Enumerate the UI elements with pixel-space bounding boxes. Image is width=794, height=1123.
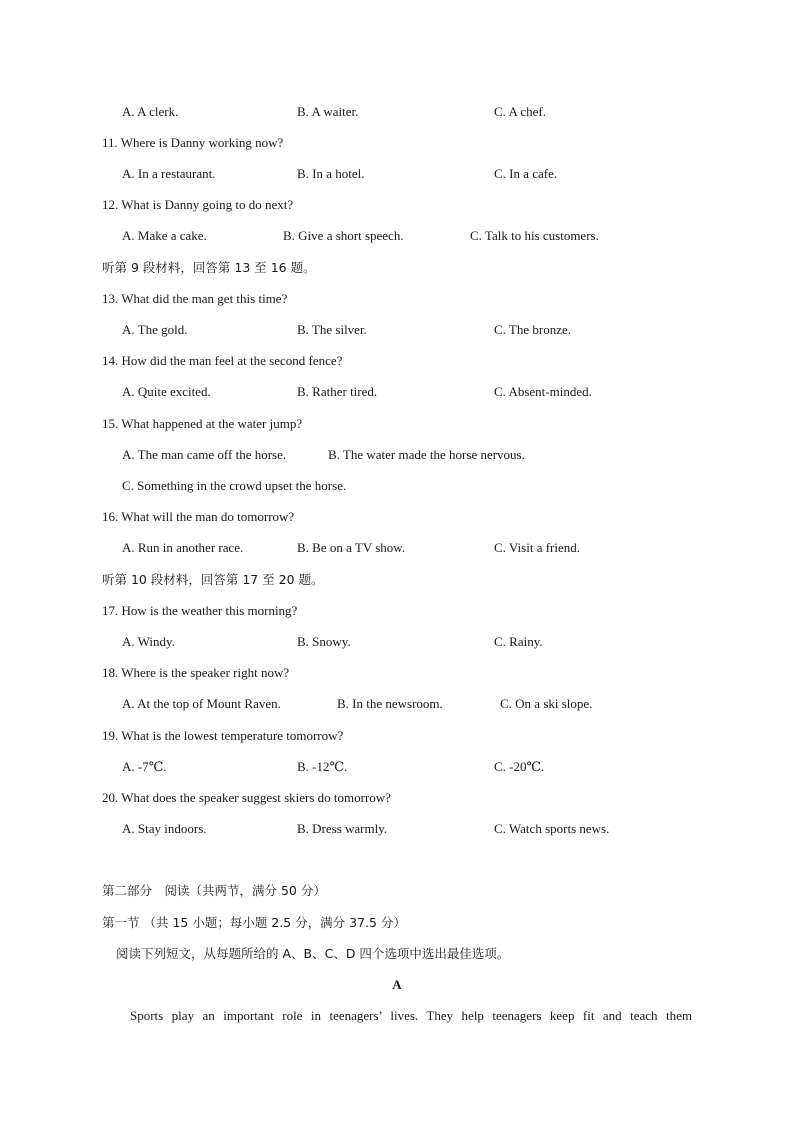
- part-2-title: 第二部分 阅读（共两节，满分 50 分）: [102, 883, 326, 898]
- q15-option-a: A. The man came off the horse.: [122, 447, 287, 462]
- q15-option-b: B. The water made the horse nervous.: [328, 447, 525, 462]
- passage-label: A: [392, 977, 402, 992]
- q12-option-b: B. Give a short speech.: [283, 228, 404, 243]
- question-14: 14. How did the man feel at the second fence?: [102, 353, 343, 368]
- q16-option-c: C. Visit a friend.: [494, 540, 580, 555]
- q10-option-b: B. A waiter.: [297, 104, 359, 119]
- question-11: 11. Where is Danny working now?: [102, 135, 284, 150]
- q19-option-b: B. -12℃.: [297, 759, 348, 774]
- reading-directions: 阅读下列短文，从每题所给的 A、B、C、D 四个选项中选出最佳选项。: [116, 946, 510, 961]
- section-10-instruction: 听第 10 段材料，回答第 17 至 20 题。: [102, 572, 324, 587]
- q13-option-a: A. The gold.: [122, 322, 188, 337]
- q12-option-c: C. Talk to his customers.: [470, 228, 599, 243]
- q12-option-a: A. Make a cake.: [122, 228, 207, 243]
- q16-option-a: A. Run in another race.: [122, 540, 244, 555]
- question-19: 19. What is the lowest temperature tomorrow?: [102, 728, 344, 743]
- q11-option-a: A. In a restaurant.: [122, 166, 216, 181]
- q16-option-b: B. Be on a TV show.: [297, 540, 406, 555]
- question-16: 16. What will the man do tomorrow?: [102, 509, 295, 524]
- q20-option-b: B. Dress warmly.: [297, 821, 388, 836]
- question-17: 17. How is the weather this morning?: [102, 603, 298, 618]
- q11-option-c: C. In a cafe.: [494, 166, 558, 181]
- q15-option-c: C. Something in the crowd upset the horse.: [122, 478, 347, 493]
- q19-option-c: C. -20℃.: [494, 759, 545, 774]
- q18-option-c: C. On a ski slope.: [500, 696, 593, 711]
- question-20: 20. What does the speaker suggest skiers do tomorrow?: [102, 790, 391, 805]
- q17-option-b: B. Snowy.: [297, 634, 351, 649]
- question-12: 12. What is Danny going to do next?: [102, 197, 294, 212]
- q18-option-b: B. In the newsroom.: [337, 696, 443, 711]
- q14-option-b: B. Rather tired.: [297, 384, 378, 399]
- q17-option-c: C. Rainy.: [494, 634, 543, 649]
- q17-option-a: A. Windy.: [122, 634, 175, 649]
- q10-option-c: C. A chef.: [494, 104, 546, 119]
- q20-option-c: C. Watch sports news.: [494, 821, 610, 836]
- q18-option-a: A. At the top of Mount Raven.: [122, 696, 281, 711]
- q11-option-b: B. In a hotel.: [297, 166, 365, 181]
- q19-option-a: A. -7℃.: [122, 759, 167, 774]
- part-2-section-1: 第一节 （共 15 小题；每小题 2.5 分，满分 37.5 分）: [102, 915, 406, 930]
- q14-option-c: C. Absent-minded.: [494, 384, 592, 399]
- q20-option-a: A. Stay indoors.: [122, 821, 207, 836]
- question-15: 15. What happened at the water jump?: [102, 416, 303, 431]
- question-13: 13. What did the man get this time?: [102, 291, 288, 306]
- q13-option-c: C. The bronze.: [494, 322, 572, 337]
- question-18: 18. Where is the speaker right now?: [102, 665, 290, 680]
- section-9-instruction: 听第 9 段材料，回答第 13 至 16 题。: [102, 260, 316, 275]
- q14-option-a: A. Quite excited.: [122, 384, 211, 399]
- q10-option-a: A. A clerk.: [122, 104, 179, 119]
- passage-first-line: Sports play an important role in teenagers’ lives. They help teenagers keep fit and teach them: [130, 1008, 692, 1023]
- q13-option-b: B. The silver.: [297, 322, 367, 337]
